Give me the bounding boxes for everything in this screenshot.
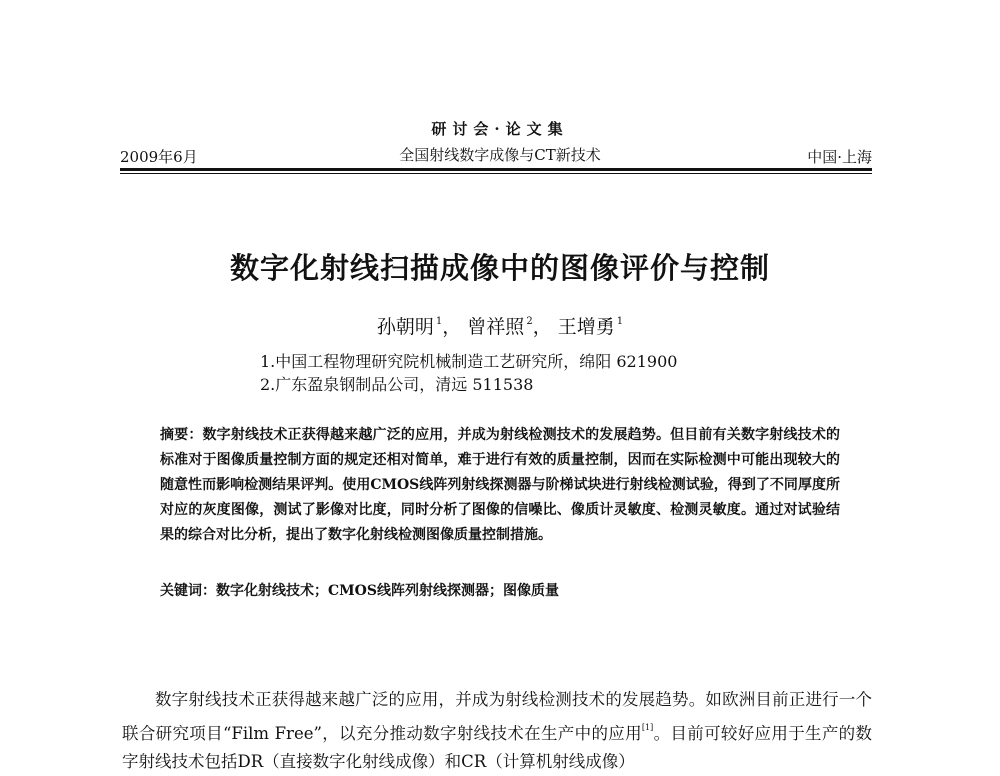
author-name: 孙朝明 — [376, 316, 434, 338]
abstract-label: 摘要： — [160, 427, 203, 443]
affil-mark: 1 — [616, 316, 624, 327]
keywords-label: 关键词： — [160, 583, 216, 599]
body-text-a: 数字射线技术正获得越来越广泛的应用，并成为射线检测技术的发展趋势。如欧洲目前正进行一个联合研究项目“Film Free”，以充分推动数字射线技术在生产中的应用 — [122, 690, 872, 743]
abstract — [160, 423, 840, 548]
affil-mark: 2 — [526, 316, 533, 327]
author-separator: ， — [532, 316, 552, 338]
affil-mark: 1 — [435, 316, 443, 327]
author-separator: ， — [442, 316, 462, 338]
author-list — [0, 312, 1000, 339]
abstract-text: 数字射线技术正获得越来越广泛的应用，并成为射线检测技术的发展趋势。但目前有关数字射线技术的标准对于图像质量控制方面的规定还相对简单，难于进行有效的质量控制，因而在实际检测中可能出现较大的随意性而影响检测结果评判。使用CMOS线阵列射线探测器与阶梯试块进行射线检测试验，得到了不同厚度所对应的灰度图像，测试了影像对比度，同时分析了图像的信噪比、像质计灵敏度、检测灵敏度。通过对试验结果的综合对比分析，提出了数字化射线检测图像质量控制措施。 — [160, 427, 841, 543]
header-conference: 全国射线数字成像与CT新技术 — [399, 146, 601, 164]
citation-mark: [1] — [641, 723, 654, 732]
header-rule-thin — [120, 173, 872, 174]
author-name: 王增勇 — [557, 316, 615, 338]
keywords — [160, 580, 840, 600]
header-place: 中国·上海 — [807, 148, 872, 166]
header-rule — [120, 168, 872, 171]
keywords-text: 数字化射线技术；CMOS线阵列射线探测器；图像质量 — [216, 583, 559, 599]
body-paragraph — [122, 686, 872, 776]
paper-title: 数字化射线扫描成像中的图像评价与控制 — [229, 251, 770, 285]
affiliation-2: 2.广东盈泉钢制品公司，清远 511538 — [260, 375, 534, 394]
header-date: 2009年6月 — [120, 148, 198, 166]
body-text-b: 。目前可较好应用于生产的数字射线技术包括DR（直接数字化射线成像）和CR（计算机射线成像） — [122, 724, 872, 771]
affiliation-1: 1.中国工程物理研究院机械制造工艺研究所，绵阳 621900 — [260, 352, 678, 371]
header-series: 研讨会·论文集 — [431, 120, 569, 138]
author-name: 曾祥照 — [467, 316, 525, 338]
